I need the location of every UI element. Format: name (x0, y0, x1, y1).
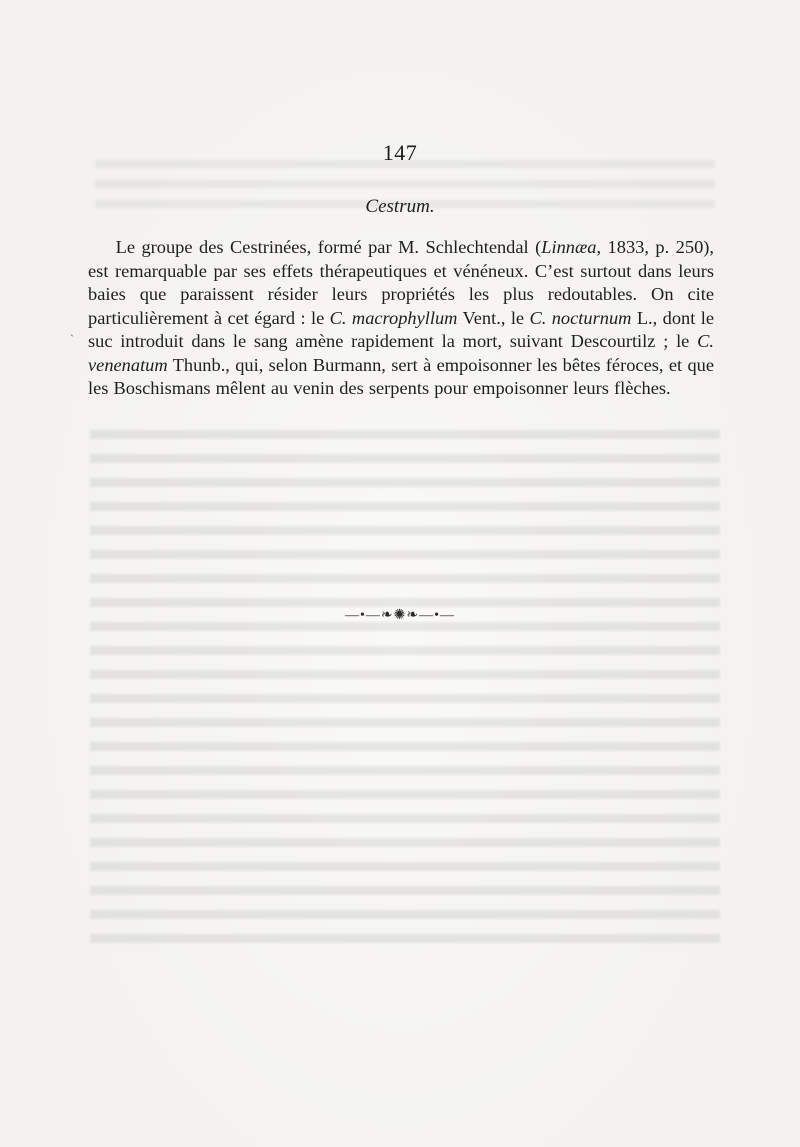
paragraph-run-italic: C. macrophyllum (329, 307, 458, 328)
paragraph-run: Thunb., qui, selon Burmann, sert à empoisonner les bêtes féroces, et que les Boschismans mêlent au venin des serpents pour empoisonner leurs flèches. (88, 354, 714, 398)
paragraph-run: L., dont le suc introduit dans le sang amène rapidement la mort, suivant Descourtilz ; le (88, 307, 714, 351)
paragraph-run-italic: Linnæa (541, 237, 597, 257)
page-number: 147 (382, 140, 418, 165)
end-ornament: —•—❧✺❧—•— (345, 608, 455, 623)
show-through-text (90, 430, 720, 950)
section-title: Cestrum. (365, 196, 435, 217)
paragraph-run: Vent., le (457, 307, 530, 328)
paragraph-run: Le groupe des Cestrinées, formé par M. Schlechtendal ( (115, 237, 542, 257)
paragraph-run-italic: C. nocturnum (529, 307, 632, 328)
paragraph-run: , 1833, p. 250), est remarquable par ses effets thérapeutiques et vénéneux. C’est surtout dans leurs baies que paraissent résider leurs propriétés les plus redoutables. On cite particulièrement à cet égard : le (88, 237, 714, 328)
body-paragraph (88, 236, 714, 401)
paragraph-run-italic: C. venenatum (88, 331, 714, 375)
margin-mark: ˋ (70, 332, 74, 346)
